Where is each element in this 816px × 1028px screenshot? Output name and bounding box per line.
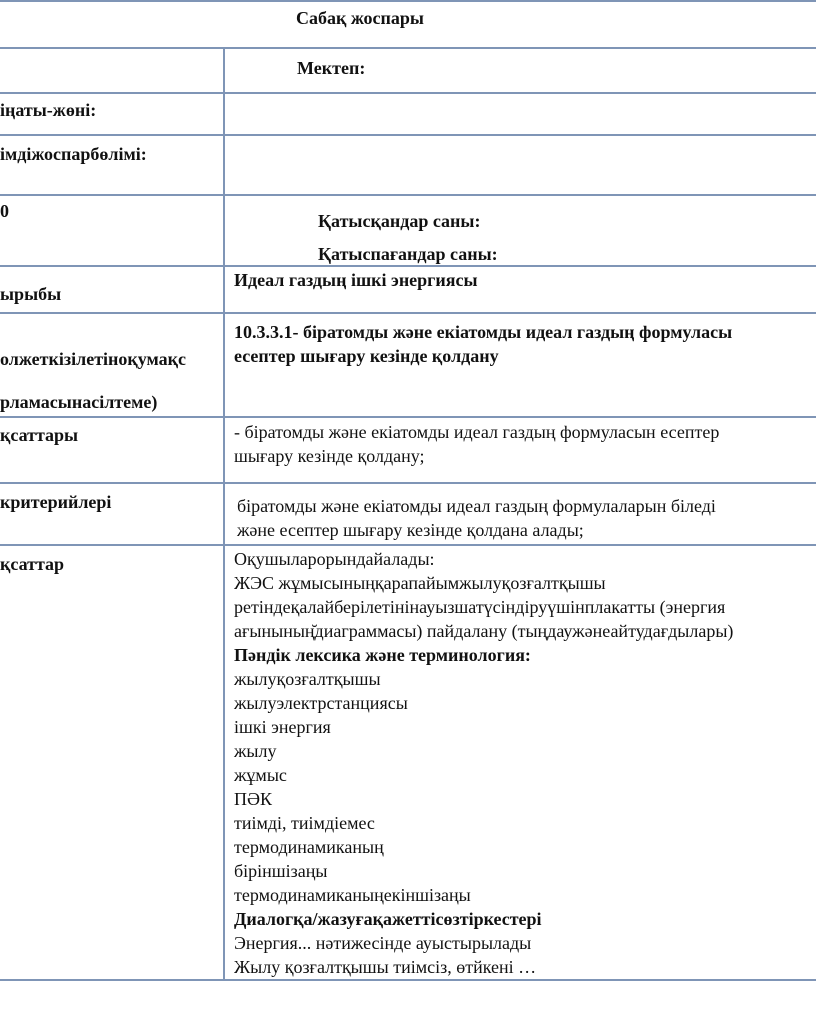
language-goals-label: қсаттар	[0, 554, 65, 574]
criteria-value-line2: және есептер шығару кезінде қолдана алады;	[237, 520, 584, 540]
criteria-value-line1: біратомды және екіатомды идеал газдың формулаларын біледі	[237, 496, 716, 516]
school-label: Мектеп:	[297, 58, 366, 78]
language-line: термодинамиканыңекіншізаңы	[234, 885, 471, 905]
goals-label: қсаттары	[0, 425, 79, 445]
topic-value: Идеал газдың ішкі энергиясы	[234, 270, 478, 290]
language-line: ретіндеқалайберілетінінауызшатүсіндіруүшінплакатты (энергия	[234, 597, 726, 617]
absent-count-label: Қатыспағандар саны:	[318, 244, 498, 264]
language-line: жылуэлектрстанциясы	[234, 693, 408, 713]
objectives-value-line2: есептер шығару кезінде қолдану	[234, 346, 499, 366]
table-border-bottom	[0, 979, 816, 981]
table-rule	[0, 482, 816, 484]
language-line: ағынының̆диаграммасы) пайдалану (тыңдаужәнеайтудағдылары)	[234, 621, 734, 641]
language-goals-content	[234, 547, 733, 979]
language-line: Диалогқа/жазуғақажеттісөзтіркестері	[234, 909, 542, 929]
table-rule	[0, 312, 816, 314]
language-line: жылуқозғалтқышы	[234, 669, 381, 689]
column-divider	[223, 47, 225, 981]
language-line: ПӘК	[234, 789, 273, 809]
language-line: ЖЭС жұмысыныңқарапайымжылуқозғалтқышы	[234, 573, 606, 593]
language-line: ішкі энергия	[234, 717, 331, 737]
table-rule	[0, 544, 816, 546]
goals-value-line2: шығару кезінде қолдану;	[234, 446, 425, 466]
criteria-label: критерийлері	[0, 492, 112, 512]
table-rule	[0, 47, 816, 49]
language-line: Пәндік лексика және терминология:	[234, 645, 531, 665]
topic-label: ырыбы	[0, 284, 62, 304]
page-title: Сабақ жоспары	[296, 8, 424, 28]
teacher-name-label: іңаты-жөні:	[0, 100, 97, 120]
table-rule	[0, 194, 816, 196]
table-rule	[0, 416, 816, 418]
goals-value-line1: - біратомды және екіатомды идеал газдың формуласын есептер	[234, 422, 720, 442]
language-line: термодинамиканың	[234, 837, 384, 857]
objectives-label-line2: рламасынасілтеме)	[0, 392, 158, 412]
objectives-value-line1: 10.3.3.1- біратомды және екіатомды идеал газдың формуласы	[234, 322, 733, 342]
grade-label: 0	[0, 201, 9, 221]
language-line: жылу	[234, 741, 277, 761]
objectives-label-line1: олжеткізілетіноқумақс	[0, 349, 187, 369]
table-border-top	[0, 0, 816, 2]
language-line: Оқушыларорындайалады:	[234, 549, 435, 569]
table-rule	[0, 92, 816, 94]
table-rule	[0, 134, 816, 136]
language-line: Жылу қозғалтқышы тиімсіз, өтйкені …	[234, 957, 537, 977]
language-line: тиімді, тиімдіемес	[234, 813, 375, 833]
long-term-plan-label: імдіжоспарбөлімі:	[0, 144, 147, 164]
language-line: біріншізаңы	[234, 861, 328, 881]
present-count-label: Қатысқандар саны:	[318, 211, 481, 231]
language-line: Энергия... нәтижесінде ауыстырылады	[234, 933, 532, 953]
language-line: жұмыс	[234, 765, 287, 785]
